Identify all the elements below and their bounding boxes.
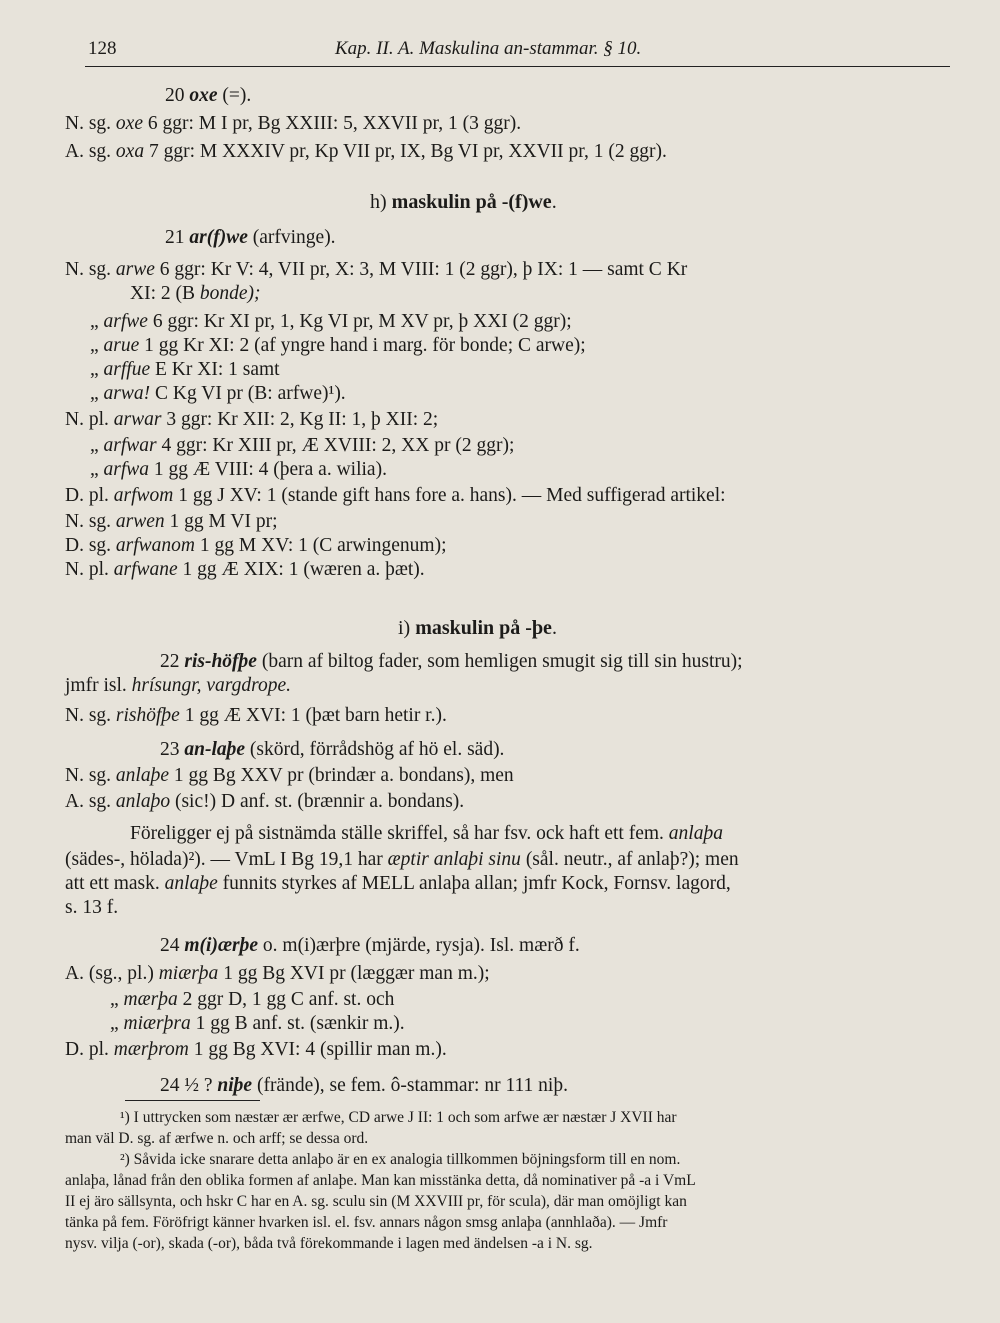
line-part: „: [90, 311, 104, 332]
headword: hrísungr, vargdrope.: [131, 675, 292, 696]
footnote-line: anlaþa, lånad från den oblika formen af anlaþe. Man kan misstänka detta, då nominativer på -a i VmL: [65, 1172, 696, 1189]
text-line: [65, 764, 514, 788]
headword: arwa!: [103, 383, 151, 404]
text-line: [65, 258, 687, 282]
line-part: 1 gg Æ XVI: 1 (þæt barn hetir r.).: [179, 705, 447, 726]
headword: arfwa: [103, 459, 150, 480]
headword: arwen: [115, 511, 165, 532]
line-part: i): [398, 617, 416, 639]
text-line: [130, 282, 261, 306]
text-line: [65, 408, 438, 432]
line-part: 1 gg Bg XVI: 4 (spillir man m.).: [188, 1039, 447, 1060]
line-part: „: [90, 335, 104, 356]
headword: arffue: [103, 359, 151, 380]
line-part: N. sg.: [65, 113, 116, 134]
line-part: E Kr XI: 1 samt: [150, 359, 280, 380]
footnote-rule: [125, 1100, 260, 1101]
line-part: 23: [160, 739, 185, 760]
text-line: [90, 310, 572, 334]
headword: arwar: [113, 409, 162, 430]
headword: arfwane: [113, 559, 178, 580]
line-part: (skörd, förrådshög af hö el. säd).: [245, 739, 505, 760]
line-part: s. 13 f.: [65, 897, 119, 918]
footnote-line: tänka på fem. Föröfrigt känner hvarken isl. el. fsv. annars någon smsg anlaþa (annhlaða). — Jmfr: [65, 1214, 668, 1231]
line-part: (sädes-, hölada)²). — VmL I Bg 19,1 har: [65, 849, 388, 870]
headword: ar(f)we: [189, 227, 248, 248]
line-part: (arfvinge).: [247, 227, 336, 248]
line-part: D. pl.: [65, 485, 114, 506]
headword: maskulin på -þe: [415, 617, 552, 639]
line-part: „: [110, 1013, 124, 1034]
footnote-line: ²) Såvida icke snarare detta anlaþo är en ex analogia tillkommen böjningsform till en nom.: [120, 1151, 681, 1168]
text-line: [90, 334, 586, 358]
text-line: [110, 988, 394, 1012]
text-line: [90, 434, 514, 458]
text-line: [65, 510, 278, 534]
text-line: [160, 650, 743, 674]
section-heading: [398, 616, 557, 640]
line-part: A. sg.: [65, 141, 116, 162]
line-part: .: [551, 191, 557, 213]
text-line: [65, 534, 447, 558]
line-part: o. m(i)ærþre (mjärde, rysja). Isl. mærð f.: [258, 935, 580, 956]
text-line: [65, 896, 118, 920]
text-line: [90, 358, 280, 382]
text-line: [160, 738, 504, 762]
line-part: „: [90, 359, 104, 380]
headword: anlaþo: [115, 791, 171, 812]
headword: anlaþa: [668, 823, 723, 844]
headword: miærþra: [123, 1013, 191, 1034]
header-rule: [85, 66, 950, 67]
headword: bonde);: [199, 283, 261, 304]
line-part: A. (sg., pl.): [65, 963, 159, 984]
line-part: N. sg.: [65, 259, 116, 280]
text-line: [65, 112, 521, 136]
line-part: 6 ggr: Kr XI pr, 1, Kg VI pr, M XV pr, þ XXI (2 ggr);: [147, 311, 572, 332]
headword: mærþa: [123, 989, 178, 1010]
footnote-line: nysv. vilja (-or), skada (-or), båda två förekommande i lagen med ändelsen -a i N. sg.: [65, 1235, 593, 1252]
footnote-line: man väl D. sg. af ærfwe n. och arff; se dessa ord.: [65, 1130, 369, 1147]
headword: oxa: [115, 141, 145, 162]
line-part: 1 gg Bg XXV pr (brindær a. bondans), men: [169, 765, 514, 786]
line-part: 4 ggr: Kr XIII pr, Æ XVIII: 2, XX pr (2 ggr);: [156, 435, 515, 456]
line-part: XI: 2 (B: [130, 283, 200, 304]
line-part: A. sg.: [65, 791, 116, 812]
headword: an-laþe: [184, 739, 246, 760]
headword: rishöfþe: [115, 705, 180, 726]
line-part: 22: [160, 651, 185, 672]
text-line: [110, 1012, 405, 1036]
line-part: 1 gg M XV: 1 (C arwingenum);: [195, 535, 447, 556]
text-line: [65, 848, 739, 872]
line-part: 7 ggr: M XXXIV pr, Kp VII pr, IX, Bg VI pr, XXVII pr, 1 (2 ggr).: [144, 141, 667, 162]
section-heading: [370, 190, 557, 214]
headword: arfwe: [103, 311, 148, 332]
headword: miærþa: [158, 963, 219, 984]
footnote-line: II ej äro sällsynta, och hskr C har en A. sg. sculu sin (M XXVIII pr, för scula), där man omöjligt kan: [65, 1193, 687, 1210]
line-part: 3 ggr: Kr XII: 2, Kg II: 1, þ XII: 2;: [161, 409, 439, 430]
headword: ris-höfþe: [184, 651, 257, 672]
line-part: „: [90, 459, 104, 480]
line-part: N. pl.: [65, 409, 114, 430]
headword: anlaþe: [164, 873, 218, 894]
line-part: (barn af biltog fader, som hemligen smugit sig till sin hustru);: [256, 651, 743, 672]
line-part: N. pl.: [65, 559, 114, 580]
text-line: [65, 962, 490, 986]
text-line: [90, 382, 346, 406]
text-line: [65, 790, 464, 814]
text-line: [160, 934, 580, 958]
text-line: [90, 458, 387, 482]
text-line: [65, 674, 291, 698]
line-part: C Kg VI pr (B: arfwe)¹).: [150, 383, 346, 404]
footnote-line: ¹) I uttrycken som næstær ær ærfwe, CD arwe J II: 1 och som arfwe ær næstær J XVII har: [120, 1109, 677, 1126]
text-line: [65, 140, 667, 164]
text-line: [65, 484, 726, 508]
line-part: „: [90, 435, 104, 456]
line-part: 24: [160, 935, 185, 956]
line-part: 1 gg Æ XIX: 1 (wæren a. þæt).: [177, 559, 425, 580]
headword: arfwom: [113, 485, 174, 506]
line-part: (=).: [217, 85, 252, 106]
headword: arue: [103, 335, 140, 356]
headword: arwe: [115, 259, 155, 280]
line-part: 21: [165, 227, 190, 248]
line-part: „: [90, 383, 104, 404]
line-part: h): [370, 191, 392, 213]
line-part: 24 ½ ?: [160, 1075, 218, 1096]
line-part: D. sg.: [65, 535, 116, 556]
text-line: [165, 84, 251, 108]
headword: m(i)ærþe: [184, 935, 259, 956]
headword: anlaþe: [115, 765, 169, 786]
headword: arfwanom: [115, 535, 196, 556]
line-part: 1 gg M VI pr;: [164, 511, 278, 532]
line-part: N. sg.: [65, 511, 116, 532]
headword: maskulin på -(f)we: [391, 191, 552, 213]
line-part: 6 ggr: Kr V: 4, VII pr, X: 3, M VIII: 1 (2 ggr), þ IX: 1 — samt C Kr: [154, 259, 688, 280]
text-line: [165, 226, 336, 250]
headword: æptir anlaþi sinu: [387, 849, 521, 870]
line-part: 1 gg Kr XI: 2 (af yngre hand i marg. för bonde; C arwe);: [139, 335, 586, 356]
line-part: jmfr isl.: [65, 675, 132, 696]
line-part: 20: [165, 85, 190, 106]
text-line: [65, 1038, 447, 1062]
headword: oxe: [189, 85, 218, 106]
text-line: [65, 704, 447, 728]
line-part: funnits styrkes af MELL anlaþa allan; jmfr Kock, Fornsv. lagord,: [217, 873, 731, 894]
line-part: N. sg.: [65, 705, 116, 726]
line-part: .: [551, 617, 557, 639]
text-line: [65, 872, 731, 896]
text-line: [65, 558, 425, 582]
line-part: D. pl.: [65, 1039, 114, 1060]
headword: arfwar: [103, 435, 157, 456]
headword: oxe: [115, 113, 143, 134]
line-part: 2 ggr D, 1 gg C anf. st. och: [177, 989, 395, 1010]
line-part: 1 gg Æ VIII: 4 (þera a. wilia).: [149, 459, 387, 480]
line-part: att ett mask.: [65, 873, 165, 894]
line-part: „: [110, 989, 124, 1010]
line-part: 1 gg Bg XVI pr (læggær man m.);: [218, 963, 490, 984]
line-part: (sål. neutr., af anlaþ?); men: [520, 849, 739, 870]
text-line: [130, 822, 723, 846]
line-part: N. sg.: [65, 765, 116, 786]
line-part: 1 gg J XV: 1 (stande gift hans fore a. hans). — Med suffigerad artikel:: [173, 485, 726, 506]
headword: niþe: [217, 1075, 253, 1096]
headword: mærþrom: [113, 1039, 189, 1060]
line-part: 1 gg B anf. st. (sænkir m.).: [190, 1013, 405, 1034]
line-part: (sic!) D anf. st. (brænnir a. bondans).: [170, 791, 465, 812]
line-part: Föreligger ej på sistnämda ställe skriffel, så har fsv. ock haft ett fem.: [130, 823, 669, 844]
line-part: 6 ggr: M I pr, Bg XXIII: 5, XXVII pr, 1 (3 ggr).: [142, 113, 522, 134]
running-title: Kap. II. A. Maskulina an-stammar. § 10.: [335, 38, 642, 59]
page-number: 128: [88, 38, 117, 59]
text-line: [160, 1074, 568, 1098]
line-part: (frände), se fem. ô-stammar: nr 111 niþ.: [252, 1075, 568, 1096]
